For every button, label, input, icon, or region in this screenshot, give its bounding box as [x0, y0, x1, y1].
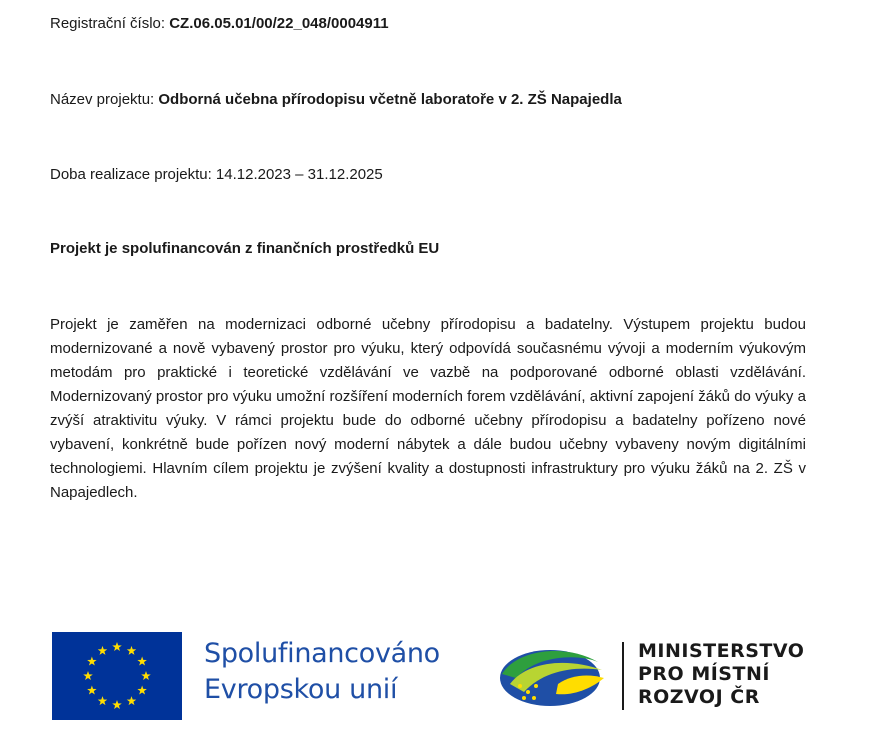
- eu-stars-icon: [52, 632, 182, 720]
- mmr-divider: [622, 642, 624, 710]
- eu-star: [127, 646, 137, 655]
- eu-star: [112, 642, 122, 651]
- mmr-text-line3: ROZVOJ ČR: [638, 686, 760, 708]
- eu-cofinanced-text: [204, 636, 440, 708]
- eu-star: [98, 646, 108, 655]
- project-name: [50, 90, 622, 110]
- project-name-label: Název projektu:: [50, 91, 159, 108]
- registration-label: Registrační číslo:: [50, 15, 170, 32]
- eu-flag-logo: [52, 632, 182, 720]
- project-description: Projekt je zaměřen na modernizaci odborné učebny přírodopisu a badatelny. Výstupem projektu budou modernizované a nově vybavený prostor pro výuku, který odpovídá současnému vývoji a moderním výukovým metodám pro praktické i teoretické vzdělávání ve vazbě na podporované odborné oblasti vzdělávání. Modernizovaný prostor pro výuku umožní rozšíření moderních forem vzdělávání, aktivní zapojení žáků do výuky a zvýší atraktivitu výuky. V rámci projektu bude do odborné učebny přírodopisu a badatelny pořízeno nové vybavení, konkrétně bude pořízen nový moderní nábytek a dále budou učebny vybaveny novým digitálními technologiemi. Hlavním cílem projektu je zvýšení kvality a dostupnosti infrastruktury pro výuku žáků na 2. ZŠ v Napajedlech.: [50, 316, 806, 501]
- mmr-text-line2: PRO MÍSTNÍ: [638, 663, 770, 685]
- registration-number: [50, 14, 389, 34]
- eu-star: [137, 657, 147, 666]
- eu-star: [112, 700, 122, 709]
- eu-star: [83, 671, 93, 680]
- mmr-swirl-icon: [498, 644, 608, 710]
- eu-text-line2: Evropskou unií: [204, 674, 398, 705]
- eu-star: [127, 696, 137, 705]
- eu-star: [137, 686, 147, 695]
- project-period: Doba realizace projektu: 14.12.2023 – 31.12.2025: [50, 166, 383, 183]
- project-name-value: Odborná učebna přírodopisu včetně laboratoře v 2. ZŠ Napajedla: [158, 91, 622, 108]
- eu-star: [87, 657, 97, 666]
- eu-star: [87, 686, 97, 695]
- eu-star: [98, 696, 108, 705]
- eu-star: [141, 671, 151, 680]
- eu-text-line1: Spolufinancováno: [204, 638, 440, 669]
- cofinancing-statement: Projekt je spolufinancován z finančních prostředků EU: [50, 240, 440, 257]
- mmr-ministry-text: [638, 640, 804, 709]
- mmr-emblem-logo: [498, 644, 608, 710]
- mmr-text-line1: MINISTERSTVO: [638, 640, 805, 662]
- registration-value: CZ.06.05.01/00/22_048/0004911: [169, 15, 389, 32]
